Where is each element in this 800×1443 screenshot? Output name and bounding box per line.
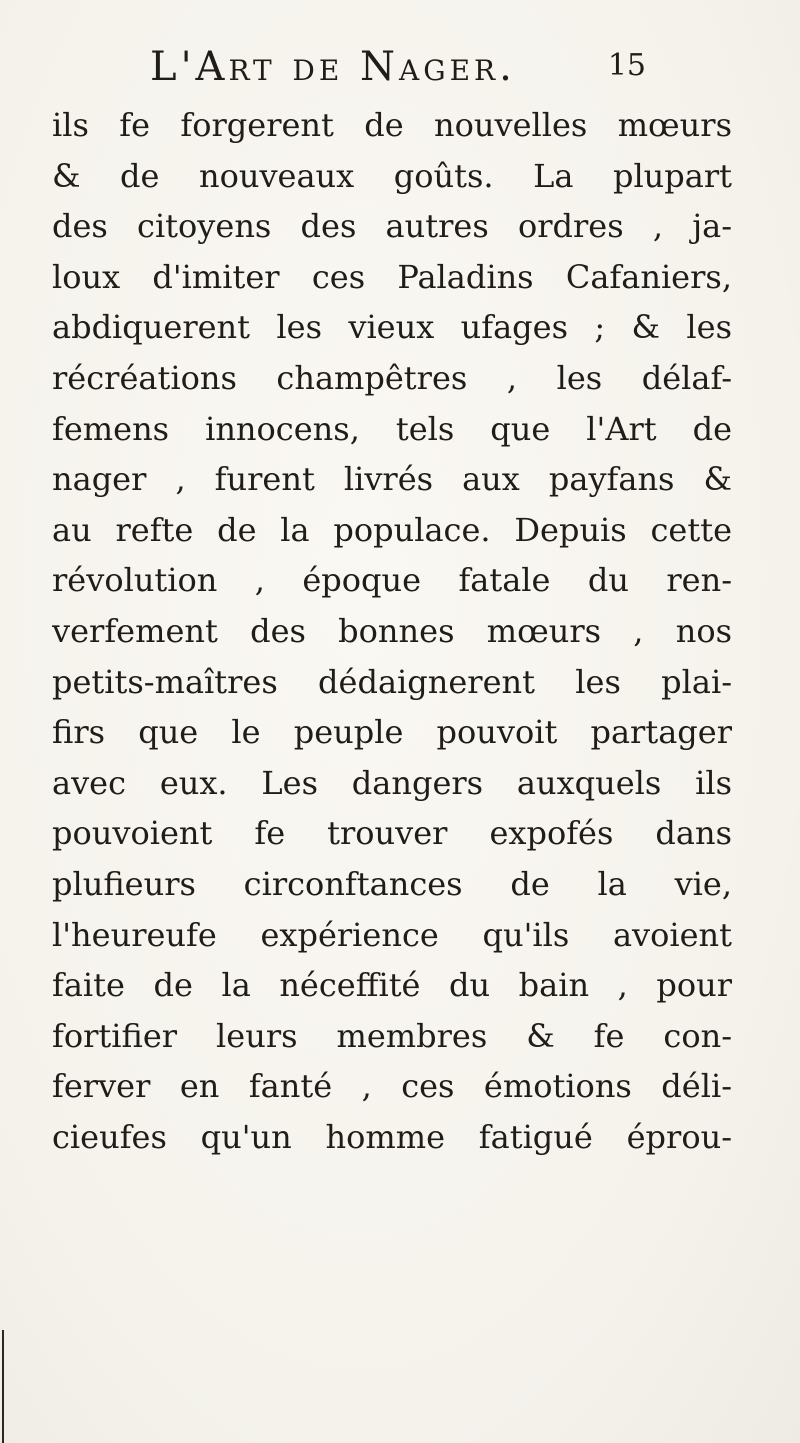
- text-line: récréations champêtres , les délaf-: [52, 358, 732, 397]
- text-line: abdiquerent les vieux ufages ; & les: [52, 308, 732, 347]
- text-line: des citoyens des autres ordres , ja-: [52, 207, 732, 246]
- binding-edge-rule: [2, 1330, 4, 1443]
- text-line: loux d'imiter ces Paladins Cafaniers,: [52, 257, 732, 296]
- text-line: l'heureufe expérience qu'ils avoient: [52, 915, 732, 954]
- running-head: [150, 44, 646, 96]
- running-head-title: L'Art de Nager.: [150, 44, 516, 90]
- text-line: pouvoient fe trouver expofés dans: [52, 814, 732, 853]
- text-line: cieufes qu'un homme fatigué éprou-: [52, 1117, 732, 1156]
- text-line: révolution , époque fatale du ren-: [52, 561, 732, 600]
- body-text: [52, 100, 732, 1162]
- text-line: firs que le peuple pouvoit partager: [52, 713, 732, 752]
- text-line: femens innocens, tels que l'Art de: [52, 409, 732, 448]
- page-number: 15: [607, 48, 646, 83]
- text-line: au refte de la populace. Depuis cette: [52, 510, 732, 549]
- text-line: & de nouveaux goûts. La plupart: [52, 156, 732, 195]
- text-line: fortifier leurs membres & fe con-: [52, 1016, 732, 1055]
- text-line: faite de la néceffité du bain , pour: [52, 966, 732, 1005]
- text-line: ferver en fanté , ces émotions déli-: [52, 1067, 732, 1106]
- text-line: ils fe forgerent de nouvelles mœurs: [52, 106, 732, 144]
- text-line: avec eux. Les dangers auxquels ils: [52, 763, 732, 802]
- text-line: verfement des bonnes mœurs , nos: [52, 611, 732, 650]
- text-line: nager , furent livrés aux payfans &: [52, 460, 732, 499]
- text-line: petits-maîtres dédaignerent les plai-: [52, 662, 732, 701]
- text-line: plufieurs circonftances de la vie,: [52, 864, 732, 903]
